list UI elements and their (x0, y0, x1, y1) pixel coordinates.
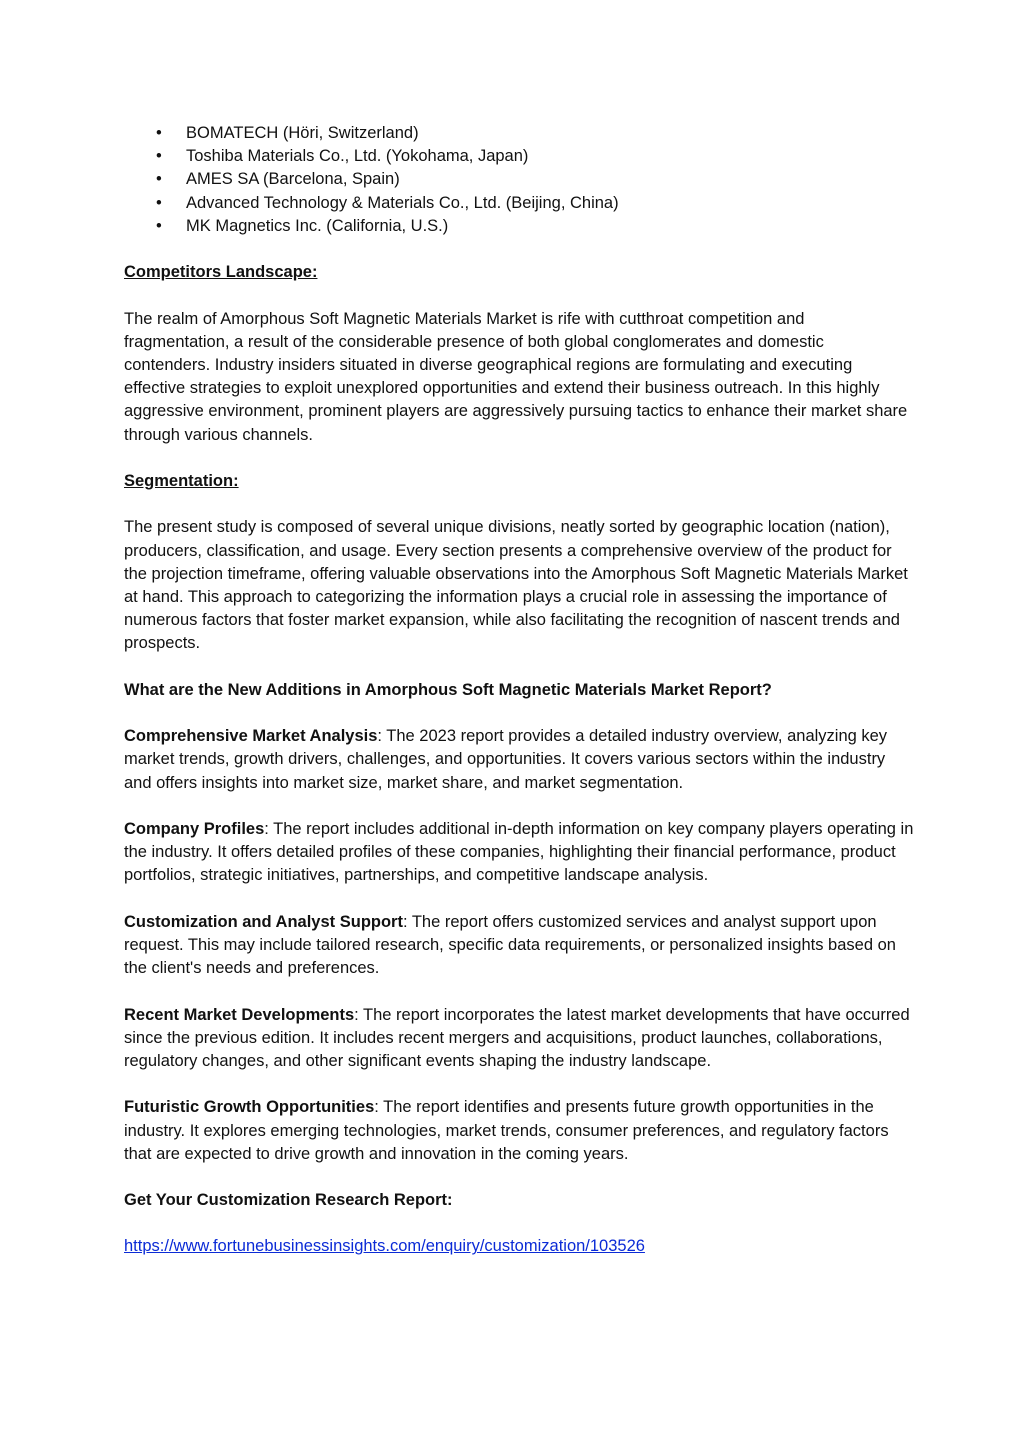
list-item (124, 215, 914, 238)
list-item (124, 192, 914, 215)
company-name: Advanced Technology & Materials Co., Ltd. (Beijing, China) (186, 193, 619, 212)
addition-title: Comprehensive Market Analysis (124, 727, 378, 746)
bullet-icon: • (156, 193, 162, 212)
segmentation-paragraph: The present study is composed of several unique divisions, neatly sorted by geographic location (nation), producers, classification, and usage. Every section presents a comprehensive overview of the product for the projection timeframe, offering valuable observations into the Amorphous Soft Magnetic Materials Market at hand. This approach to categorizing the information plays a crucial role in assessing the importance of numerous factors that foster market expansion, while also facilitating the recognition of nascent trends and prospects. (124, 518, 908, 653)
addition-text: : The report includes additional in-depth information on key company players operating in the industry. It offers detailed profiles of these companies, highlighting their financial performance, product portfolios, strategic initiatives, partnerships, and competitive landscape analysis. (124, 819, 914, 885)
competitors-heading: Competitors Landscape: (124, 263, 318, 282)
segmentation-heading: Segmentation: (124, 471, 239, 490)
addition-paragraph (124, 1096, 914, 1166)
addition-paragraph (124, 725, 914, 795)
customization-link[interactable]: https://www.fortunebusinessinsights.com/enquiry/customization/103526 (124, 1237, 645, 1256)
addition-paragraph (124, 818, 914, 888)
company-name: BOMATECH (Höri, Switzerland) (186, 124, 419, 142)
addition-paragraph (124, 911, 914, 981)
competitors-paragraph: The realm of Amorphous Soft Magnetic Materials Market is rife with cutthroat competition and fragmentation, a result of the considerable presence of both global conglomerates and domestic contenders. Industry insiders situated in diverse geographical regions are formulating and executing effective strategies to exploit unexplored opportunities and extend their business outreach. In this highly aggressive environment, prominent players are aggressively pursuing tactics to enhance their market share through various channels. (124, 309, 908, 444)
company-name: AMES SA (Barcelona, Spain) (186, 170, 400, 189)
company-name: MK Magnetics Inc. (California, U.S.) (186, 216, 449, 235)
cta-heading: Get Your Customization Research Report: (124, 1191, 453, 1210)
company-name: Toshiba Materials Co., Ltd. (Yokohama, Japan) (186, 147, 529, 166)
addition-title: Customization and Analyst Support (124, 912, 403, 931)
addition-paragraph (124, 1004, 914, 1074)
addition-text: : The report offers customized services and analyst support upon request. This may include tailored research, specific data requirements, or personalized insights based on the client's needs and preferences. (124, 912, 896, 978)
addition-title: Futuristic Growth Opportunities (124, 1098, 375, 1117)
bullet-icon: • (156, 170, 162, 189)
addition-text: : The 2023 report provides a detailed industry overview, analyzing key market trends, growth drivers, challenges, and opportunities. It covers various sectors within the industry and offers insights into market size, market share, and market segmentation. (124, 727, 888, 792)
addition-title: Company Profiles (124, 819, 265, 838)
addition-title: Recent Market Developments (124, 1005, 355, 1024)
bullet-icon: • (156, 216, 162, 235)
bullet-icon: • (156, 147, 162, 166)
new-additions-heading: What are the New Additions in Amorphous Soft Magnetic Materials Market Report? (124, 680, 772, 699)
list-item (124, 168, 914, 191)
company-list (124, 122, 914, 238)
list-item (124, 145, 914, 168)
document-page (124, 122, 914, 1259)
addition-text: : The report identifies and presents future growth opportunities in the industry. It explores emerging technologies, market trends, consumer preferences, and regulatory factors that are expected to drive growth and innovation in the coming years. (124, 1098, 889, 1163)
bullet-icon: • (156, 124, 162, 142)
list-item (124, 122, 914, 145)
addition-text: : The report incorporates the latest market developments that have occurred since the previous edition. It includes recent mergers and acquisitions, product launches, collaborations, regulatory changes, and other significant events shaping the industry landscape. (124, 1005, 910, 1070)
